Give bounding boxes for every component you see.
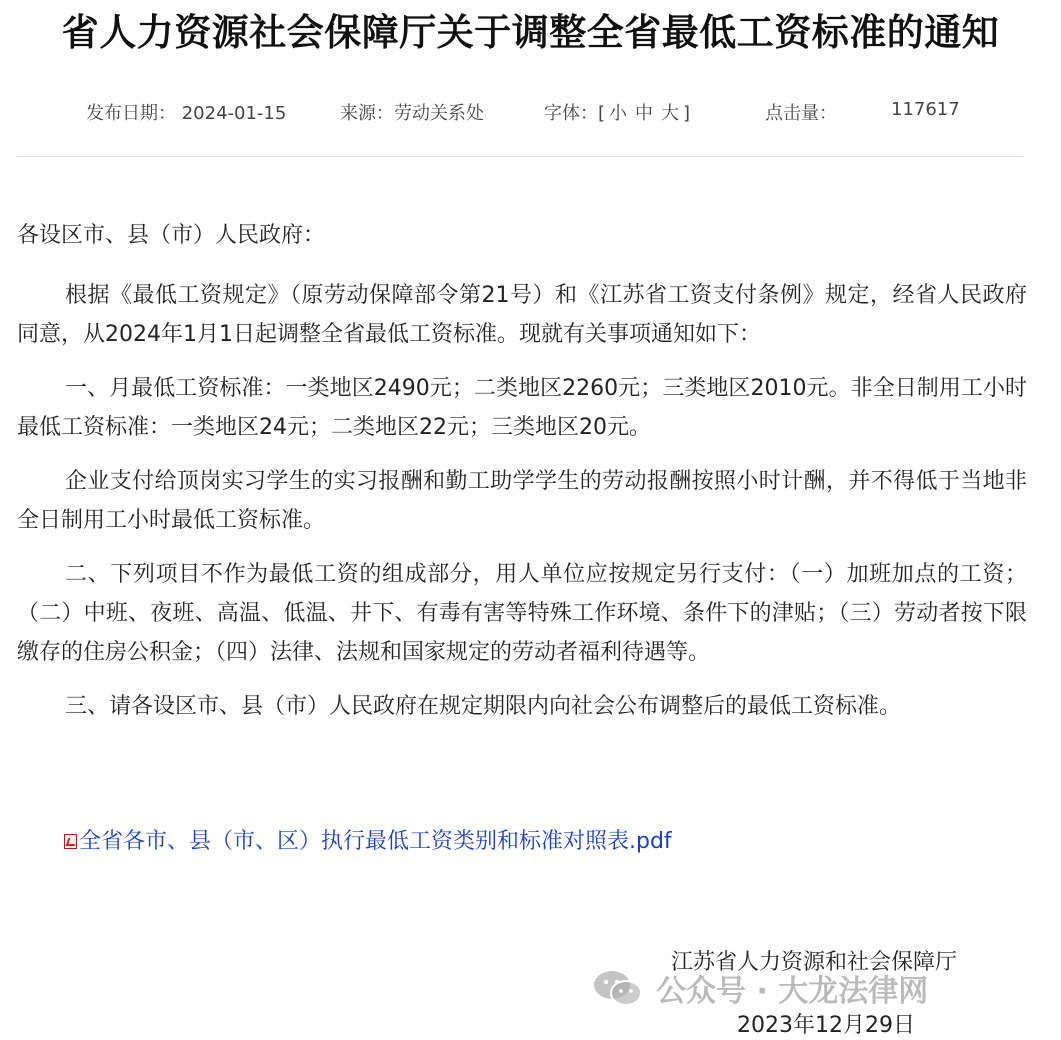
font-size-end: ] (683, 103, 691, 124)
attachment (64, 822, 672, 861)
page-title: 省人力资源社会保障厅关于调整全省最低工资标准的通知 (61, 11, 1000, 54)
font-medium-button[interactable]: 中 (635, 103, 654, 124)
paragraph-item-2: 二、下列项目不作为最低工资的组成部分，用人单位应按规定另行支付：（一）加班加点的工资；（二）中班、夜班、高温、低温、井下、有毒有害等特殊工作环境、条件下的津贴；（三）劳动者按下限缴存的住房公积金；（四）法律、法规和国家规定的劳动者福利待遇等。 (17, 562, 1027, 665)
wechat-icon (592, 969, 644, 1007)
hits-label: 点击量： (765, 103, 837, 124)
watermark (592, 968, 928, 1008)
font-large-button[interactable]: 大 (661, 103, 680, 124)
font-size-label: 字体：[ (544, 103, 606, 124)
paragraph-item-3: 三、请各设区市、县（市）人民政府在规定期限内向社会公布调整后的最低工资标准。 (65, 694, 902, 719)
article-body (17, 216, 1027, 741)
signer: 江苏省人力资源和社会保障厅 (671, 950, 958, 975)
watermark-text: 公众号 · 大龙法律网 (656, 974, 929, 1009)
attachment-link[interactable]: 全省各市、县（市、区）执行最低工资类别和标准对照表.pdf (79, 829, 672, 854)
pdf-icon (64, 834, 77, 849)
sign-date: 2023年12月29日 (737, 1013, 915, 1038)
salutation: 各设区市、县（市）人民政府： (17, 223, 326, 248)
header-divider (17, 156, 1023, 157)
paragraph-item-1: 一、月最低工资标准：一类地区2490元；二类地区2260元；三类地区2010元。非全日制用工小时最低工资标准：一类地区24元；二类地区22元；三类地区20元。 (17, 376, 1027, 440)
hits-count: 117617 (891, 99, 960, 120)
font-size-control (544, 99, 690, 125)
paragraph-interns: 企业支付给顶岗实习学生的实习报酬和勤工助学学生的劳动报酬按照小时计酬，并不得低于当地非全日制用工小时最低工资标准。 (17, 469, 1027, 533)
font-small-button[interactable]: 小 (609, 103, 628, 124)
publish-date: 发布日期： 2024-01-15 (86, 103, 287, 124)
article-source: 来源：劳动关系处 (340, 103, 484, 124)
paragraph-intro: 根据《最低工资规定》（原劳动保障部令第21号）和《江苏省工资支付条例》规定，经省人民政府同意，从2024年1月1日起调整全省最低工资标准。现就有关事项通知如下： (17, 283, 1027, 347)
